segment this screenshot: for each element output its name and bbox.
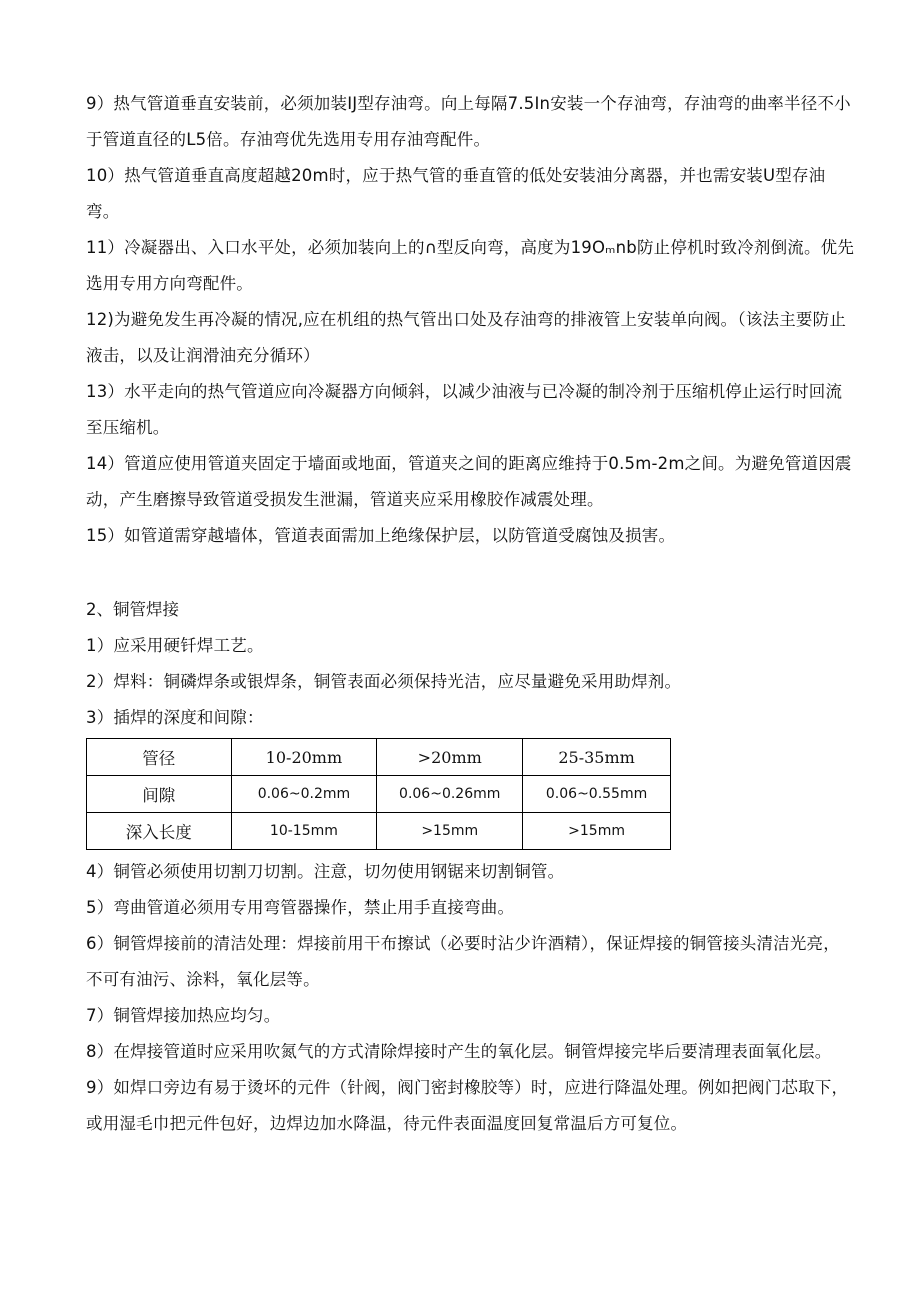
table-row <box>87 813 671 850</box>
section-spacer <box>86 554 856 592</box>
paragraph-item-14: 14）管道应使用管道夹固定于墙面或地面，管道夹之间的距离应维持于0.5m-2m之间。为避免管道因震动，产生磨擦导致管道受损发生泄漏，管道夹应采用橡胶作减震处理。 <box>86 454 852 509</box>
section-heading-copper-welding: 2、铜管焊接 <box>86 600 179 619</box>
table-cell: 0.06~0.26mm <box>377 776 523 813</box>
weld-spec-table <box>86 738 671 850</box>
paragraph-item-11: 11）冷凝器出、入口水平处，必须加装向上的∩型反向弯，高度为19Oₘnb防止停机时致冷剂倒流。优先选用专用方向弯配件。 <box>86 238 855 293</box>
paragraph-item-15: 15）如管道需穿越墙体，管道表面需加上绝缘保护层，以防管道受腐蚀及损害。 <box>86 526 676 545</box>
table-cell: 0.06~0.2mm <box>231 776 377 813</box>
paragraph-weld-item-8: 8）在焊接管道时应采用吹氮气的方式清除焊接时产生的氧化层。铜管焊接完毕后要清理表面氧化层。 <box>86 1042 832 1061</box>
paragraph-item-12: 12)为避免发生再冷凝的情况,应在机组的热气管出口处及存油弯的排液管上安装单向阀。（该法主要防止液击，以及让润滑油充分循环） <box>86 310 847 365</box>
table-cell: 10-15mm <box>231 813 377 850</box>
paragraph-weld-item-1: 1）应采用硬钎焊工艺。 <box>86 636 264 655</box>
table-row-label: 深入长度 <box>87 813 232 850</box>
paragraph-weld-item-9: 9）如焊口旁边有易于烫坏的元件（针阀，阀门密封橡胶等）时，应进行降温处理。例如把阀门芯取下，或用湿毛巾把元件包好，边焊边加水降温，待元件表面温度回复常温后方可复位。 <box>86 1078 849 1133</box>
table-row-label: 间隙 <box>87 776 232 813</box>
paragraph-item-9: 9）热气管道垂直安装前，必须加装IJ型存油弯。向上每隔7.5In安装一个存油弯，存油弯的曲率半径不小于管道直径的L5倍。存油弯优先选用专用存油弯配件。 <box>86 94 851 149</box>
table-header-cell: 25-35mm <box>523 739 671 776</box>
table-cell: 0.06~0.55mm <box>523 776 671 813</box>
table-cell: >15mm <box>377 813 523 850</box>
paragraph-weld-item-2: 2）焊料：铜磷焊条或银焊条，铜管表面必须保持光洁，应尽量避免采用助焊剂。 <box>86 672 682 691</box>
table-header-cell: 10-20mm <box>231 739 377 776</box>
paragraph-item-10: 10）热气管道垂直高度超越20m时，应于热气管的垂直管的低处安装油分离器，并也需安装U型存油弯。 <box>86 166 826 221</box>
table-header-cell: 管径 <box>87 739 232 776</box>
paragraph-weld-item-3: 3）插焊的深度和间隙： <box>86 708 264 727</box>
table-header-row <box>87 739 671 776</box>
paragraph-weld-item-7: 7）铜管焊接加热应均匀。 <box>86 1006 281 1025</box>
paragraph-weld-item-5: 5）弯曲管道必须用专用弯管器操作，禁止用手直接弯曲。 <box>86 898 515 917</box>
table-cell: >15mm <box>523 813 671 850</box>
paragraph-weld-item-6: 6）铜管焊接前的清洁处理：焊接前用干布擦试（必要时沾少许酒精），保证焊接的铜管接头清洁光亮，不可有油污、涂料，氧化层等。 <box>86 934 840 989</box>
document-page <box>86 86 856 1142</box>
table-row <box>87 776 671 813</box>
paragraph-weld-item-4: 4）铜管必须使用切割刀切割。注意，切勿使用钢锯来切割铜管。 <box>86 862 565 881</box>
paragraph-item-13: 13）水平走向的热气管道应向冷凝器方向倾斜，以减少油液与已冷凝的制冷剂于压缩机停止运行时回流至压缩机。 <box>86 382 843 437</box>
table-header-cell: >20mm <box>377 739 523 776</box>
